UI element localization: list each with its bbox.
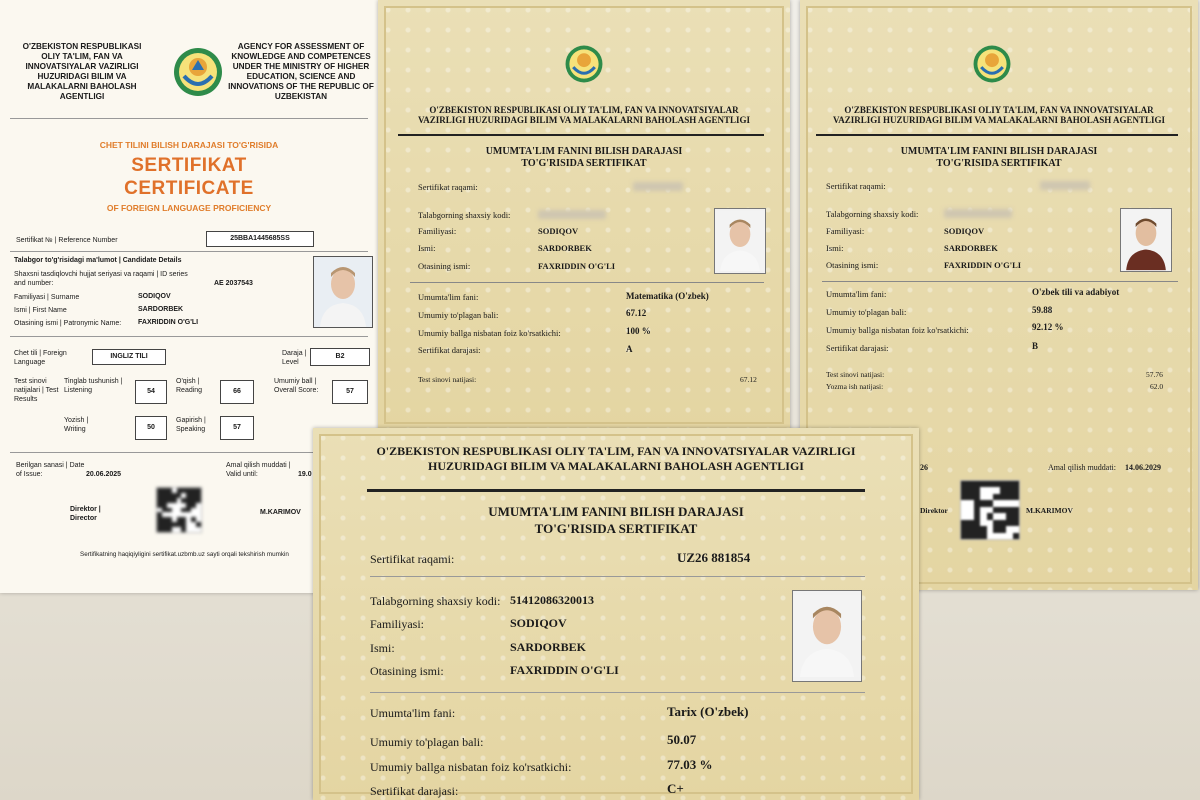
candidate-photo bbox=[313, 256, 373, 328]
surname-label: Familiyasi: bbox=[370, 617, 424, 631]
certificate-number-redacted bbox=[633, 182, 683, 191]
candidate-photo bbox=[792, 590, 862, 682]
qr-module bbox=[196, 498, 201, 503]
certificate-number-label: Sertifikat raqami: bbox=[418, 182, 478, 192]
name-label: Ismi: bbox=[370, 641, 395, 655]
qr-module bbox=[1013, 494, 1019, 500]
level-value: B2 bbox=[310, 348, 370, 366]
valid-until-label: Amal qilish muddati: bbox=[1048, 463, 1116, 472]
qr-module bbox=[196, 522, 201, 527]
state-emblem-icon bbox=[564, 42, 604, 91]
surname-value: SODIQOV bbox=[138, 293, 171, 300]
agency-name-line1: O'ZBEKISTON RESPUBLIKASI OLIY TA'LIM, FAN VA INNOVATSIYALAR VAZIRLIGI bbox=[376, 444, 856, 458]
score-label: Umumiy to'plagan bali: bbox=[826, 307, 907, 317]
patronymic-label: Otasining ismi: bbox=[418, 261, 471, 271]
certificate-number-redacted bbox=[1040, 181, 1090, 190]
certificate-title-en: CERTIFICATE bbox=[124, 178, 254, 199]
certificate-title-line1: UMUMTA'LIM FANINI BILISH DARAJASI bbox=[488, 504, 744, 519]
grade-label: Sertifikat darajasi: bbox=[370, 784, 459, 798]
qr-code-icon[interactable] bbox=[960, 480, 1020, 540]
name-value: SARDORBEK bbox=[538, 243, 592, 253]
score-value: 67.12 bbox=[626, 308, 647, 318]
patronymic-label: Otasining ismi: bbox=[826, 260, 879, 270]
divider bbox=[370, 576, 865, 577]
name-value: SARDORBEK bbox=[944, 243, 998, 253]
agency-name: O'ZBEKISTON RESPUBLIKASI OLIY TA'LIM, FAN VA INNOVATSIYALAR VAZIRLIGI HUZURIDAGI BILIM VA MALAKALARNI BAHOLASH AGENTLIGI bbox=[832, 105, 1166, 125]
name-value: SARDORBEK bbox=[510, 640, 587, 654]
name-label: Ismi: bbox=[418, 243, 436, 253]
percent-label: Umumiy ballga nisbatan foiz ko'rsatkichi: bbox=[418, 328, 561, 338]
written-result-value: 62.0 bbox=[1150, 382, 1164, 391]
percent-value: 100 % bbox=[626, 326, 651, 336]
subject-value: Tarix (O'zbek) bbox=[667, 704, 749, 719]
qr-module bbox=[1000, 526, 1006, 532]
divider bbox=[367, 489, 865, 492]
certificate-title-line2: TO'G'RISIDA SERTIFIKAT bbox=[521, 158, 647, 169]
qr-module bbox=[1013, 533, 1019, 539]
subject-label: Umumta'lim fani: bbox=[826, 289, 887, 299]
agency-name-en: AGENCY FOR ASSESSMENT OF KNOWLEDGE AND COMPETENCES UNDER THE MINISTRY OF HIGHER EDUCATION, SCIENCE AND INNOVATIONS OF THE REPUBLIC OF UZBEKISTAN bbox=[228, 42, 374, 101]
certificate-title-line1: UMUMTA'LIM FANINI BILISH DARAJASI bbox=[900, 146, 1098, 157]
overall-label: Umumiy ball | Overall Score: bbox=[274, 378, 319, 394]
speaking-score: 57 bbox=[220, 416, 254, 440]
history-certificate bbox=[313, 428, 919, 800]
level-label: Daraja | Level bbox=[282, 350, 307, 366]
score-value: 50.07 bbox=[667, 732, 697, 747]
id-label: Shaxsni tasdiqlovchi hujjat seriyasi va raqami | ID series and number: bbox=[14, 271, 188, 287]
divider bbox=[816, 134, 1178, 136]
name-label: Ismi: bbox=[826, 243, 844, 253]
test-result-value: 57.76 bbox=[1146, 370, 1163, 379]
percent-value: 92.12 % bbox=[1032, 322, 1064, 332]
candidate-photo bbox=[714, 208, 766, 274]
grade-label: Sertifikat darajasi: bbox=[826, 343, 889, 353]
subject-value: Matematika (O'zbek) bbox=[626, 291, 709, 301]
valid-until-date: 14.06.2029 bbox=[1125, 463, 1161, 472]
issue-date-partial: 26 bbox=[920, 463, 928, 472]
divider bbox=[10, 336, 368, 337]
qr-module bbox=[167, 508, 172, 513]
pin-label: Talabgorning shaxsiy kodi: bbox=[370, 594, 501, 608]
test-result-value: 67.12 bbox=[740, 375, 757, 384]
test-result-label: Test sinovi natijasi: bbox=[418, 375, 477, 384]
qr-module bbox=[191, 503, 196, 508]
written-result-label: Yozma ish natijasi: bbox=[826, 382, 884, 391]
pin-label: Talabgorning shaxsiy kodi: bbox=[418, 210, 511, 220]
reference-label: Sertifikat № | Reference Number bbox=[16, 237, 118, 244]
surname-label: Familiyasi: bbox=[826, 226, 865, 236]
grade-value: A bbox=[626, 344, 633, 354]
divider bbox=[10, 251, 368, 252]
patronymic-value: FAXRIDDIN O'G'LI bbox=[944, 260, 1022, 270]
pin-label: Talabgorning shaxsiy kodi: bbox=[826, 209, 919, 219]
patronymic-value: FAXRIDDIN O'G'LI bbox=[138, 319, 199, 326]
qr-module bbox=[980, 533, 986, 539]
issue-date: 20.06.2025 bbox=[86, 471, 122, 478]
reading-label: O'qish | Reading bbox=[176, 378, 203, 394]
divider bbox=[370, 692, 865, 693]
writing-score: 50 bbox=[135, 416, 167, 440]
subject-label: Umumta'lim fani: bbox=[418, 292, 479, 302]
surname-label: Familiyasi: bbox=[418, 226, 457, 236]
overall-score: 57 bbox=[332, 380, 368, 404]
score-value: 59.88 bbox=[1032, 305, 1053, 315]
patronymic-value: FAXRIDDIN O'G'LI bbox=[538, 261, 616, 271]
surname-label: Familiyasi | Surname bbox=[14, 294, 80, 301]
foreign-language-label: Chet tili | Foreign Language bbox=[14, 350, 67, 366]
certificate-title-line2: TO'G'RISIDA SERTIFIKAT bbox=[534, 521, 698, 536]
pin-redacted bbox=[944, 209, 1012, 218]
agency-name-uz: O'ZBEKISTON RESPUBLIKASI OLIY TA'LIM, FAN VA INNOVATSIYALAR VAZIRLIGI HUZURIDAGI BILIM VA MALAKALARNI BAHOLASH AGENTLIGI bbox=[22, 42, 142, 101]
score-label: Umumiy to'plagan bali: bbox=[370, 735, 484, 749]
valid-until-date: 19.0 bbox=[298, 471, 312, 478]
subject-value: O'zbek tili va adabiyot bbox=[1032, 287, 1120, 297]
qr-code-icon[interactable] bbox=[156, 487, 202, 533]
state-emblem-icon bbox=[172, 46, 224, 103]
surname-value: SODIQOV bbox=[944, 226, 985, 236]
grade-value: C+ bbox=[667, 781, 684, 796]
divider bbox=[10, 118, 368, 119]
qr-module bbox=[1013, 520, 1019, 526]
math-certificate bbox=[378, 0, 790, 430]
first-name-label: Ismi | First Name bbox=[14, 307, 67, 314]
first-name-value: SARDORBEK bbox=[138, 306, 184, 313]
divider bbox=[410, 282, 764, 283]
agency-name-line2: HUZURIDAGI BILIM VA MALAKALARNI BAHOLASH AGENTLIGI bbox=[428, 459, 804, 473]
grade-value: B bbox=[1032, 341, 1039, 351]
director-label: Direktor | Director bbox=[70, 506, 101, 522]
percent-label: Umumiy ballga nisbatan foiz ko'rsatkichi: bbox=[826, 325, 969, 335]
qr-module bbox=[167, 527, 172, 532]
percent-label: Umumiy ballga nisbatan foiz ko'rsatkichi: bbox=[370, 760, 572, 774]
issue-date-label: Berilgan sanasi | Date of Issue: bbox=[16, 462, 85, 478]
writing-label: Yozish | Writing bbox=[64, 417, 89, 433]
listening-label: Tinglab tushunish | Listening bbox=[64, 378, 123, 394]
test-result-label: Test sinovi natijasi: bbox=[826, 370, 885, 379]
surname-value: SODIQOV bbox=[510, 616, 567, 630]
director-label: Direktor bbox=[920, 506, 948, 515]
valid-until-label: Amal qilish muddati | Valid until: bbox=[226, 462, 291, 478]
id-value: AE 2037543 bbox=[214, 280, 253, 287]
test-results-label: Test sinovi natijalari | Test Results bbox=[14, 378, 59, 403]
patronymic-label: Otasining ismi: bbox=[370, 664, 444, 678]
certificate-number-label: Sertifikat raqami: bbox=[370, 552, 455, 566]
qr-module bbox=[172, 498, 177, 503]
patronymic-label: Otasining ismi | Patronymic Name: bbox=[14, 320, 122, 327]
certificate-subtitle: OF FOREIGN LANGUAGE PROFICIENCY bbox=[106, 203, 272, 213]
reading-score: 66 bbox=[220, 380, 254, 404]
percent-value: 77.03 % bbox=[667, 757, 713, 772]
candidate-details-heading: Talabgor to'g'risidagi ma'lumot | Candidate Details bbox=[14, 257, 182, 264]
pin-value: 51412086320013 bbox=[510, 593, 594, 607]
divider bbox=[398, 134, 764, 136]
patronymic-value: FAXRIDDIN O'G'LI bbox=[510, 663, 619, 677]
certificate-title-line2: TO'G'RISIDA SERTIFIKAT bbox=[936, 158, 1062, 169]
state-emblem-icon bbox=[972, 42, 1012, 91]
reference-number: 25BBA1445685SS bbox=[206, 231, 314, 247]
certificate-title-uz: SERTIFIKAT bbox=[131, 155, 247, 176]
listening-score: 54 bbox=[135, 380, 167, 404]
grade-label: Sertifikat darajasi: bbox=[418, 345, 481, 355]
verification-note: Sertifikatning haqiqiyligini sertifikat.uzbmb.uz sayti orqali tekshirish mumkin bbox=[80, 551, 289, 558]
candidate-photo bbox=[1120, 208, 1172, 272]
qr-module bbox=[186, 508, 191, 513]
agency-name: O'ZBEKISTON RESPUBLIKASI OLIY TA'LIM, FAN VA INNOVATSIYALAR VAZIRLIGI HUZURIDAGI BILIM VA MALAKALARNI BAHOLASH AGENTLIGI bbox=[417, 105, 751, 125]
divider bbox=[822, 281, 1178, 282]
surname-value: SODIQOV bbox=[538, 226, 579, 236]
qr-module bbox=[181, 527, 186, 532]
score-label: Umumiy to'plagan bali: bbox=[418, 310, 499, 320]
certificate-about: CHET TILINI BILISH DARAJASI TO'G'RISIDA bbox=[99, 140, 279, 150]
certificate-number: UZ26 881854 bbox=[677, 550, 751, 565]
pin-redacted bbox=[538, 210, 606, 219]
certificate-number-label: Sertifikat raqami: bbox=[826, 181, 886, 191]
speaking-label: Gapirish | Speaking bbox=[176, 417, 206, 433]
certificate-title-line1: UMUMTA'LIM FANINI BILISH DARAJASI bbox=[485, 146, 683, 157]
foreign-language-value: INGLIZ TILI bbox=[92, 349, 166, 365]
director-name: M.KARIMOV bbox=[260, 509, 301, 516]
subject-label: Umumta'lim fani: bbox=[370, 706, 456, 720]
director-name: M.KARIMOV bbox=[1026, 506, 1073, 515]
